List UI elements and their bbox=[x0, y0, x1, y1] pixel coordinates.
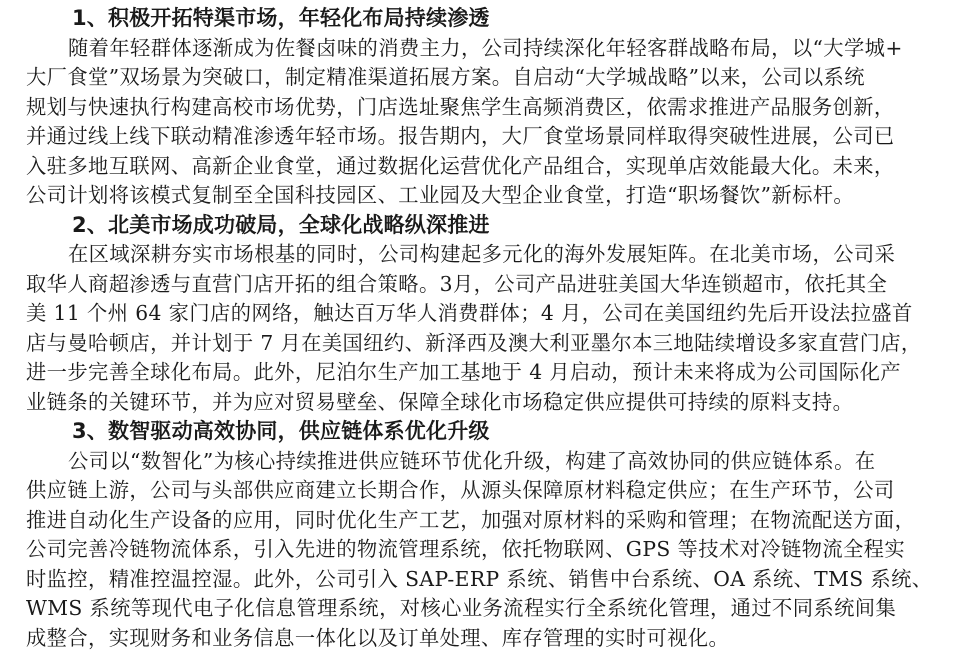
paragraph-line: 业链条的关键环节，并为应对贸易壁垒、保障全球化市场稳定供应提供可持续的原料支持。 bbox=[26, 388, 957, 418]
paragraph-line: 并通过线上线下联动精准渗透年轻市场。报告期内，大厂食堂场景同样取得突破性进展，公司已 bbox=[26, 122, 957, 152]
paragraph-line: 取华人商超渗透与直营门店开拓的组合策略。3月，公司产品进驻美国大华连锁超市，依托其全 bbox=[26, 270, 957, 300]
paragraph-line: 美 11 个州 64 家门店的网络，触达百万华人消费群体；4 月，公司在美国纽约先后开设法拉盛首 bbox=[26, 299, 957, 329]
paragraph-line: 在区域深耕夯实市场根基的同时，公司构建起多元化的海外发展矩阵。在北美市场，公司采 bbox=[26, 240, 957, 270]
section-3 bbox=[26, 417, 957, 653]
section-1 bbox=[26, 4, 957, 211]
paragraph-line: 公司计划将该模式复制至全国科技园区、工业园及大型企业食堂，打造“职场餐饮”新标杆。 bbox=[26, 181, 957, 211]
paragraph-line: 大厂食堂”双场景为突破口，制定精准渠道拓展方案。自启动“大学城战略”以来，公司以系统 bbox=[26, 63, 957, 93]
paragraph-line: 推进自动化生产设备的应用，同时优化生产工艺，加强对原材料的采购和管理；在物流配送方面， bbox=[26, 506, 957, 536]
paragraph-line: 公司完善冷链物流体系，引入先进的物流管理系统，依托物联网、GPS 等技术对冷链物流全程实 bbox=[26, 535, 957, 565]
section-heading: 3、数智驱动高效协同，供应链体系优化升级 bbox=[26, 417, 957, 447]
section-heading: 2、北美市场成功破局，全球化战略纵深推进 bbox=[26, 211, 957, 241]
section-heading: 1、积极开拓特渠市场，年轻化布局持续渗透 bbox=[26, 4, 957, 34]
paragraph-line: 进一步完善全球化布局。此外，尼泊尔生产加工基地于 4 月启动，预计未来将成为公司国际化产 bbox=[26, 358, 957, 388]
section-2 bbox=[26, 211, 957, 418]
section-paragraph bbox=[26, 240, 957, 417]
paragraph-line: 时监控，精准控温控湿。此外，公司引入 SAP-ERP 系统、销售中台系统、OA 系统、TMS 系统、 bbox=[26, 565, 957, 595]
paragraph-line: 成整合，实现财务和业务信息一体化以及订单处理、库存管理的实时可视化。 bbox=[26, 624, 957, 653]
section-paragraph bbox=[26, 34, 957, 211]
paragraph-line: WMS 系统等现代电子化信息管理系统，对核心业务流程实行全系统化管理，通过不同系统间集 bbox=[26, 594, 957, 624]
paragraph-line: 公司以“数智化”为核心持续推进供应链环节优化升级，构建了高效协同的供应链体系。在 bbox=[26, 447, 957, 477]
paragraph-line: 规划与快速执行构建高校市场优势，门店选址聚焦学生高频消费区，依需求推进产品服务创新， bbox=[26, 93, 957, 123]
paragraph-line: 店与曼哈顿店，并计划于 7 月在美国纽约、新泽西及澳大利亚墨尔本三地陆续增设多家直营门店， bbox=[26, 329, 957, 359]
section-paragraph bbox=[26, 447, 957, 653]
paragraph-line: 入驻多地互联网、高新企业食堂，通过数据化运营优化产品组合，实现单店效能最大化。未来， bbox=[26, 152, 957, 182]
paragraph-line: 随着年轻群体逐渐成为佐餐卤味的消费主力，公司持续深化年轻客群战略布局，以“大学城+ bbox=[26, 34, 957, 64]
paragraph-line: 供应链上游，公司与头部供应商建立长期合作，从源头保障原材料稳定供应；在生产环节，公司 bbox=[26, 476, 957, 506]
